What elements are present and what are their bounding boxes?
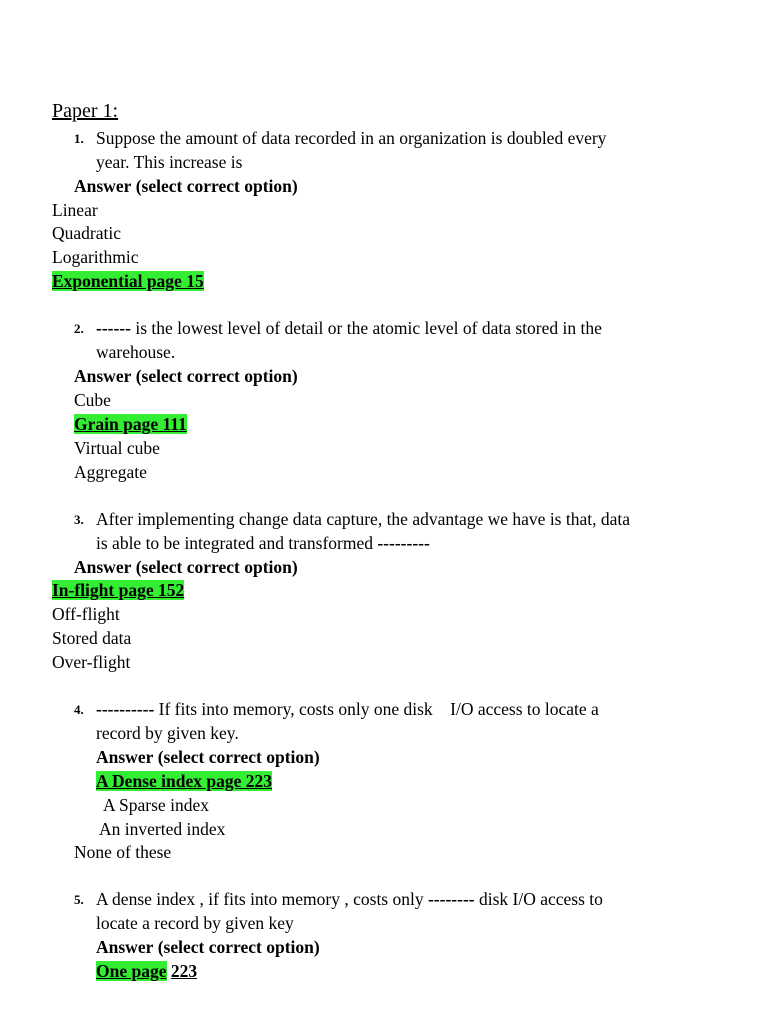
answer-hint: (select correct option): [135, 557, 298, 577]
question-text-part: disk I/O access to: [474, 889, 603, 909]
answer-hint: (select correct option): [157, 937, 320, 957]
option: Aggregate: [74, 462, 147, 482]
correct-option-highlight: Grain page 111: [74, 414, 187, 434]
answer-hint: (select correct option): [135, 366, 298, 386]
question-number: 1.: [74, 131, 84, 146]
answer-label-bold: Answer: [74, 366, 132, 386]
correct-option-highlight: A Dense index page 223: [96, 771, 272, 791]
option: Off-flight: [52, 604, 120, 624]
option: Cube: [74, 390, 111, 410]
correct-option-highlight: One page: [96, 961, 167, 981]
correct-option-highlight: Exponential page 15: [52, 271, 204, 291]
answer-hint: (select correct option): [157, 747, 320, 767]
question-text: [96, 317, 602, 339]
correct-option-tail: 223: [170, 961, 198, 981]
question-blank: ----------: [96, 699, 155, 719]
question-blank: ---------: [377, 533, 430, 553]
answer-label-bold: Answer: [96, 747, 154, 767]
answer-label: [74, 365, 298, 387]
answer-label: [74, 175, 298, 197]
option: None of these: [74, 842, 172, 862]
answer-label: [96, 746, 320, 768]
question-text: warehouse.: [96, 342, 176, 362]
option: A Sparse index: [103, 795, 209, 815]
question-text: [96, 888, 603, 910]
question-blank: --------: [427, 889, 475, 909]
question-text: locate a record by given key: [96, 913, 294, 933]
question-text-part: is able to be integrated and transformed: [96, 533, 373, 553]
question-blank: ------: [96, 318, 131, 338]
answer-label: [96, 936, 320, 958]
question-text: [96, 532, 430, 554]
correct-option: [52, 579, 184, 601]
question-number: 2.: [74, 321, 84, 336]
option: An inverted index: [99, 819, 226, 839]
question-text: [96, 698, 599, 720]
answer-label-bold: Answer: [74, 557, 132, 577]
question-text: record by given key.: [96, 723, 239, 743]
answer-label-bold: Answer: [96, 937, 154, 957]
correct-option: [96, 960, 197, 982]
paper-title: Paper 1:: [52, 100, 119, 122]
option: Over-flight: [52, 652, 131, 672]
correct-option-highlight: In-flight page 152: [52, 580, 185, 600]
question-text: year. This increase is: [96, 152, 243, 172]
option: Stored data: [52, 628, 132, 648]
option: Virtual cube: [74, 438, 160, 458]
question-text-part: If fits into memory, costs only one disk I/O access to locate a: [154, 699, 599, 719]
option: Quadratic: [52, 223, 121, 243]
question-text: Suppose the amount of data recorded in an organization is doubled every: [96, 128, 607, 148]
question-text-part: A dense index , if fits into memory , costs only: [96, 889, 428, 909]
option: Linear: [52, 200, 98, 220]
question-number: 5.: [74, 892, 84, 907]
question-number: 3.: [74, 512, 84, 527]
answer-label-bold: Answer: [74, 176, 132, 196]
question-text: After implementing change data capture, the advantage we have is that, data: [96, 509, 631, 529]
correct-option: [52, 270, 204, 292]
correct-option: [74, 413, 187, 435]
answer-label: [74, 556, 298, 578]
option: Logarithmic: [52, 247, 139, 267]
question-number: 4.: [74, 702, 84, 717]
correct-option: [96, 770, 272, 792]
question-text-part: is the lowest level of detail or the atomic level of data stored in the: [130, 318, 602, 338]
answer-hint: (select correct option): [135, 176, 298, 196]
